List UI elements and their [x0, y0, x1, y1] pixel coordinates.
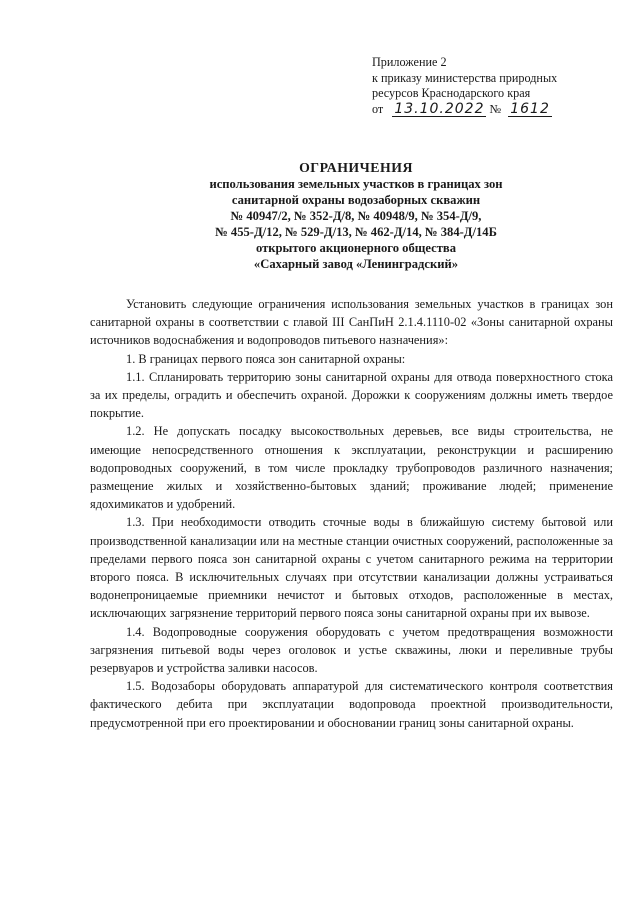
document-body — [90, 295, 613, 732]
heading-line: «Сахарный завод «Ленинградский» — [253, 257, 459, 271]
intro-paragraph: Установить следующие ограничения использования земельных участков в границах зон санитарной охраны в соответствии с главой III СанПиН 2.1.4.1110-02 «Зоны санитарной охраны источников водоснабжения и водопроводов питьевого назначения»: — [90, 297, 613, 348]
paragraph-1-3: 1.3. При необходимости отводить сточные воды в ближайшую систему бытовой или производственной канализации или на местные станции очистных сооружений, расположенные за пределами первого пояса зон санитарной охраны с учетом санитарного режима на территории второго пояса. В исключительных случаях при отсутствии канализации должны устраиваться водонепроницаемые приемники нечистот и бытовых отходов, расположенные в местах, исключающих загрязнение территорий первого пояса зоны санитарной охраны при их вывозе. — [90, 515, 613, 621]
appendix-title: Приложение 2 — [372, 55, 447, 69]
section-1-heading: 1. В границах первого пояса зон санитарной охраны: — [126, 351, 406, 366]
appendix-date-line — [372, 102, 557, 118]
heading-line: № 40947/2, № 352-Д/8, № 40948/9, № 354-Д/9, — [230, 209, 482, 223]
appendix-ministry-line: ресурсов Краснодарского края — [372, 86, 531, 100]
heading-title: ОГРАНИЧЕНИЯ — [299, 160, 413, 175]
heading-line: № 455-Д/12, № 529-Д/13, № 462-Д/14, № 384-Д/14Б — [215, 225, 497, 239]
paragraph-1-1: 1.1. Спланировать территорию зоны санитарной охраны для отвода поверхностного стока за их пределы, оградить и обеспечить охраной. Дорожки к сооружениям должны иметь твердое покрытие. — [90, 369, 613, 421]
paragraph-1-2: 1.2. Не допускать посадку высокоствольных деревьев, все виды строительства, не имеющие непосредственного отношения к эксплуатации, реконструкции и расширению водопроводных сооружений, в том числе прокладку трубопроводов различного назначения; размещение жилых и хозяйственно-бытовых зданий; проживание людей; применение ядохимикатов и удобрений. — [90, 424, 613, 512]
appendix-block — [372, 55, 557, 117]
number-sign: № — [489, 101, 502, 116]
handwritten-number: 1612 — [510, 100, 550, 117]
document-heading — [96, 160, 616, 272]
paragraph-1-5: 1.5. Водозаборы оборудовать аппаратурой для систематического контроля соответствия фактического дебита при эксплуатации водопровода проектной производительности, предусмотренной при его проектировании и обосновании границ зоны санитарной охраны. — [90, 679, 613, 730]
paragraph-1-4: 1.4. Водопроводные сооружения оборудовать с учетом предотвращения возможности загрязнения питьевой воды через оголовок и устье скважины, люки и переливные трубы резервуаров и устройства заливки насосов. — [90, 624, 613, 676]
appendix-order-line: к приказу министерства природных — [372, 70, 558, 85]
handwritten-date: 13.10.2022 — [394, 100, 485, 117]
from-label: от — [372, 101, 384, 116]
heading-line: санитарной охраны водозаборных скважин — [231, 193, 481, 207]
heading-line: открытого акционерного общества — [255, 241, 457, 255]
heading-line: использования земельных участков в границах зон — [209, 177, 503, 191]
